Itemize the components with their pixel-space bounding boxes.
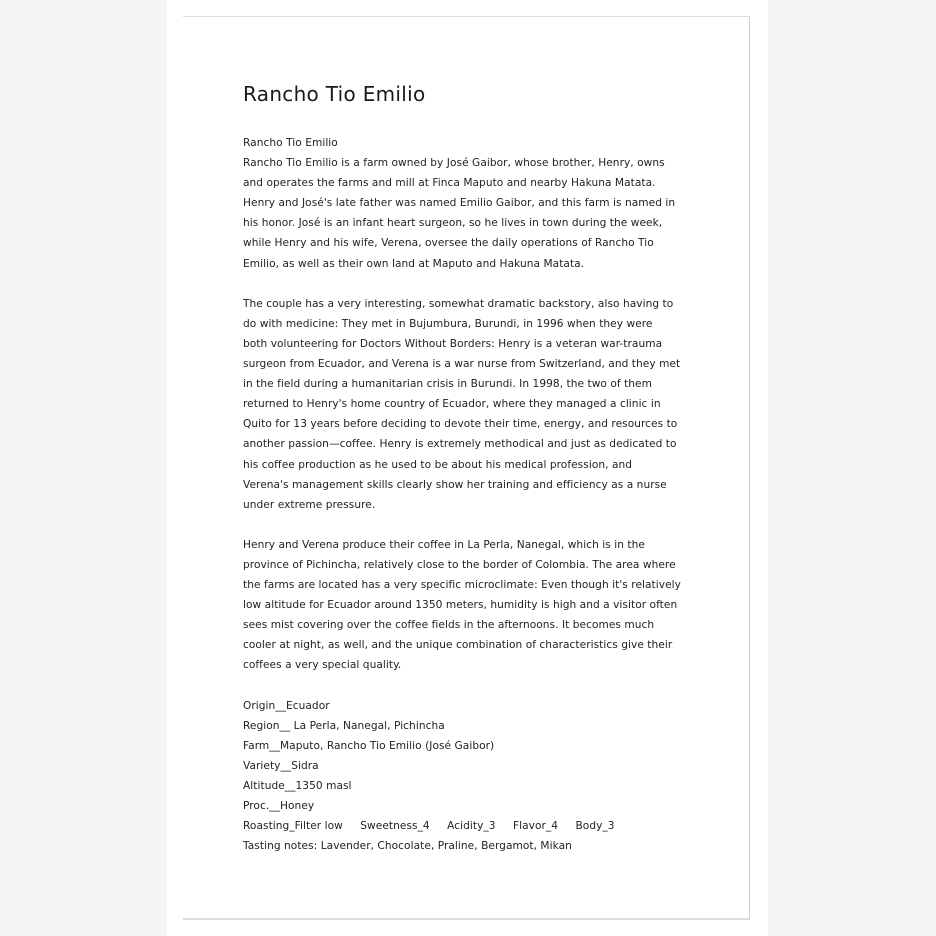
- paragraph-line: his coffee production as he used to be about his medical profession, and: [243, 458, 633, 471]
- coffee-specs: [243, 696, 713, 857]
- paragraph-line: do with medicine: They met in Bujumbura, Burundi, in 1996 when they were: [243, 317, 653, 330]
- document-subtitle: Rancho Tio Emilio: [243, 137, 338, 149]
- paragraph-line: Henry and José's late father was named Emilio Gaibor, and this farm is named in: [243, 197, 676, 210]
- paragraph-line: under extreme pressure.: [243, 498, 376, 511]
- paragraph-line: Rancho Tio Emilio is a farm owned by José Gaibor, whose brother, Henry, owns: [243, 157, 665, 170]
- paragraph-line: both volunteering for Doctors Without Borders: Henry is a veteran war-trauma: [243, 337, 663, 350]
- spec-farm: Farm__Maputo, Rancho Tio Emilio (José Gaibor): [243, 739, 495, 752]
- paragraph-line: The couple has a very interesting, somewhat dramatic backstory, also having to: [243, 297, 674, 310]
- spec-altitude: Altitude__1350 masl: [243, 780, 352, 792]
- paragraph-line: coffees a very special quality.: [243, 659, 402, 672]
- paragraph-line: Emilio, as well as their own land at Maputo and Hakuna Matata.: [243, 257, 585, 270]
- paragraph-line: and operates the farms and mill at Finca Maputo and nearby Hakuna Matata.: [243, 177, 656, 190]
- spec-acidity: Acidity_3: [447, 820, 496, 833]
- spec-variety: Variety__Sidra: [243, 759, 319, 772]
- spec-region: Region__ La Perla, Nanegal, Pichincha: [243, 719, 445, 732]
- spec-sweetness: Sweetness_4: [360, 820, 430, 833]
- paragraph-line: returned to Henry's home country of Ecuador, where they managed a clinic in: [243, 398, 661, 411]
- document-body: [243, 133, 713, 856]
- spec-process: Proc.__Honey: [243, 800, 315, 813]
- paragraph-line: cooler at night, as well, and the unique combination of characteristics give their: [243, 639, 673, 652]
- paragraph-line: Henry and Verena produce their coffee in La Perla, Nanegal, which is in the: [243, 538, 645, 551]
- paragraph-backstory: [243, 294, 713, 515]
- paragraph-line: Verena's management skills clearly show her training and efficiency as a nurse: [243, 478, 667, 491]
- paragraph-line: low altitude for Ecuador around 1350 meters, humidity is high and a visitor often: [243, 599, 678, 612]
- paragraph-gap: [243, 274, 713, 294]
- paragraph-line: the farms are located has a very specific microclimate: Even though it's relatively: [243, 579, 681, 592]
- paragraph-line: while Henry and his wife, Verena, oversee the daily operations of Rancho Tio: [243, 237, 654, 250]
- paragraph-gap: [243, 676, 713, 696]
- paragraph-line: sees mist covering over the coffee fields in the afternoons. It becomes much: [243, 619, 655, 632]
- spec-roasting: Roasting_Filter low: [243, 820, 343, 833]
- spec-body: Body_3: [575, 820, 615, 833]
- paragraph-line: in the field during a humanitarian crisis in Burundi. In 1998, the two of them: [243, 378, 652, 391]
- paragraph-line: another passion—coffee. Henry is extremely methodical and just as dedicated to: [243, 438, 677, 451]
- document-title: Rancho Tio Emilio: [243, 82, 426, 106]
- paragraph-line: surgeon from Ecuador, and Verena is a war nurse from Switzerland, and they met: [243, 358, 681, 371]
- spec-roast-profile-row: [243, 816, 713, 836]
- spec-origin: Origin__Ecuador: [243, 699, 330, 712]
- paragraph-line: his honor. José is an infant heart surgeon, so he lives in town during the week,: [243, 217, 663, 230]
- paragraph-line: province of Pichincha, relatively close to the border of Colombia. The area where: [243, 558, 676, 571]
- paragraph-line: Quito for 13 years before deciding to devote their time, energy, and resources to: [243, 418, 678, 431]
- paragraph-gap: [243, 515, 713, 535]
- paragraph-farm-intro: [243, 153, 713, 274]
- paragraph-microclimate: [243, 535, 713, 676]
- spec-tasting-notes: Tasting notes: Lavender, Chocolate, Praline, Bergamot, Mikan: [243, 840, 572, 853]
- spec-flavor: Flavor_4: [512, 820, 559, 833]
